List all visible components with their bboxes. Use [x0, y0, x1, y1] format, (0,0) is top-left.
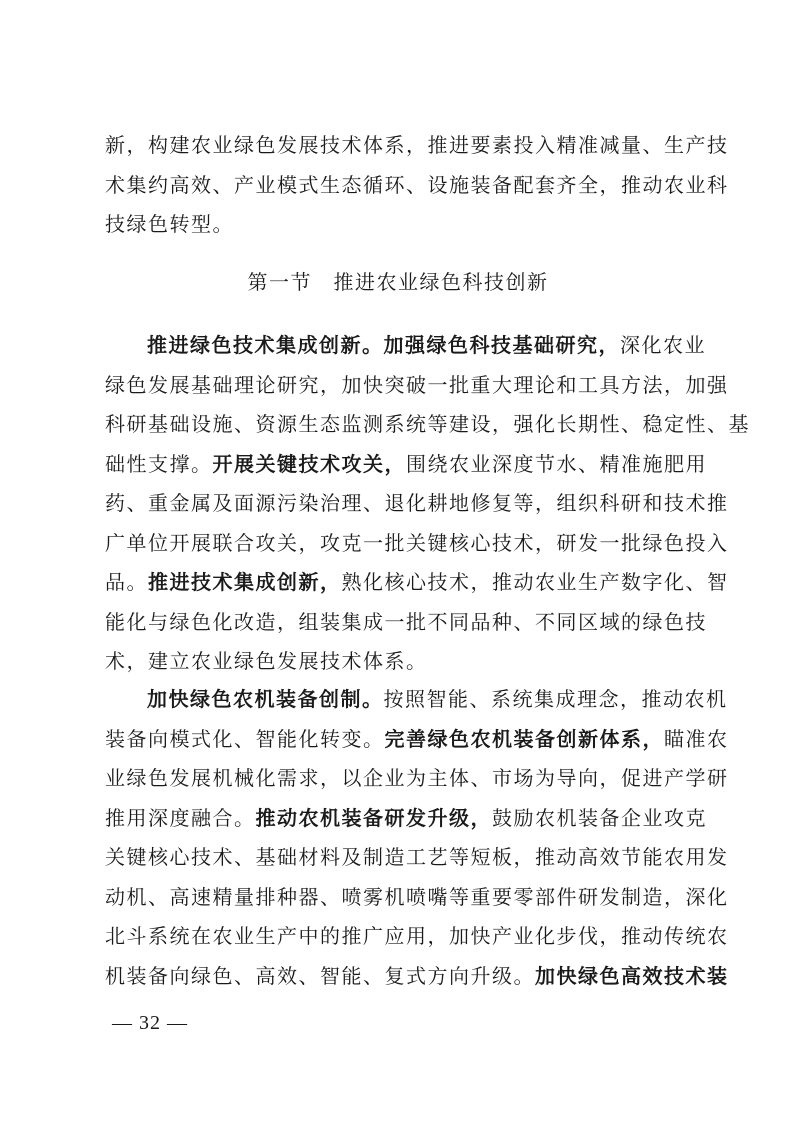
text-run: 按照智能、系统集成理念，推动农机: [383, 687, 728, 711]
text-line: [105, 563, 729, 603]
section-title: 第一节 推进农业绿色科技创新: [247, 270, 549, 294]
bold-heading: 推动农机装备研发升级，: [255, 805, 492, 830]
text-line: 广单位开展联合攻关，攻克一批关键核心技术，研发一批绿色投入: [105, 530, 729, 555]
text-line: 术，建立农业绿色发展技术体系。: [105, 649, 428, 673]
paragraph-green-machinery: [105, 680, 729, 996]
text-line: 药、重金属及面源污染治理、退化耕地修复等，组织科研和技术推: [105, 491, 729, 515]
text-line: 能化与绿色化改造，组装集成一批不同品种、不同区域的绿色技: [105, 609, 707, 634]
text-run: 围绕农业深度节水、精准施肥用: [406, 451, 707, 476]
text-run: 机装备向绿色、高效、智能、复式方向升级。: [105, 963, 535, 988]
text-line: [105, 326, 706, 366]
bold-heading: 加快绿色高效技术装: [535, 963, 729, 988]
text-line: 科研基础设施、资源生态监测系统等建设，强化长期性、稳定性、基: [105, 412, 750, 436]
text-line: 绿色发展基础理论研究，加快突破一批重大理论和工具方法，加强: [105, 372, 729, 397]
bold-heading: 开展关键技术攻关，: [212, 451, 406, 476]
bold-heading: 推进技术集成创新，: [148, 570, 342, 594]
bold-heading: 推进绿色技术集成创新。加强绿色科技基础研究，: [147, 333, 620, 357]
text-line: [105, 445, 707, 485]
text-run: 熟化核心技术，推动农业生产数字化、智: [341, 570, 729, 594]
text-run: 础性支撑。: [105, 451, 213, 476]
text-line: 动机、高速精量排种器、喷雾机喷嘴等重要零部件研发制造，深化: [105, 884, 729, 909]
text-line: [105, 680, 728, 720]
text-run: 品。: [105, 570, 148, 594]
intro-paragraph: [105, 126, 729, 245]
text-line: 业绿色发展机械化需求，以企业为主体、市场为导向，促进产学研: [105, 766, 729, 790]
text-line: 新，构建农业绿色发展技术体系，推进要素投入精准减量、生产技: [105, 133, 729, 157]
text-line: [105, 720, 729, 760]
paragraph-green-tech-innovation: [105, 326, 750, 682]
text-run: 装备向模式化、智能化转变。: [105, 726, 385, 751]
text-line: 关键核心技术、基础材料及制造工艺等短板，推动高效节能农用发: [105, 845, 729, 869]
text-line: [105, 799, 707, 839]
bold-heading: 完善绿色农机装备创新体系，: [384, 726, 664, 751]
text-run: 推用深度融合。: [105, 805, 256, 830]
text-run: 鼓励农机装备企业攻克: [492, 805, 707, 830]
bold-heading: 加快绿色农机装备创制。: [147, 687, 384, 711]
text-run: 深化农业: [620, 333, 706, 357]
text-line: 术集约高效、产业模式生态循环、设施装备配套齐全，推动农业科: [105, 172, 729, 197]
text-run: 瞄准农: [664, 726, 729, 751]
page-number: — 32 —: [112, 1012, 188, 1034]
text-line: [105, 957, 729, 997]
text-line: 技绿色转型。: [105, 212, 234, 236]
text-line: 北斗系统在农业生产中的推广应用，加快产业化步伐，推动传统农: [105, 924, 729, 948]
